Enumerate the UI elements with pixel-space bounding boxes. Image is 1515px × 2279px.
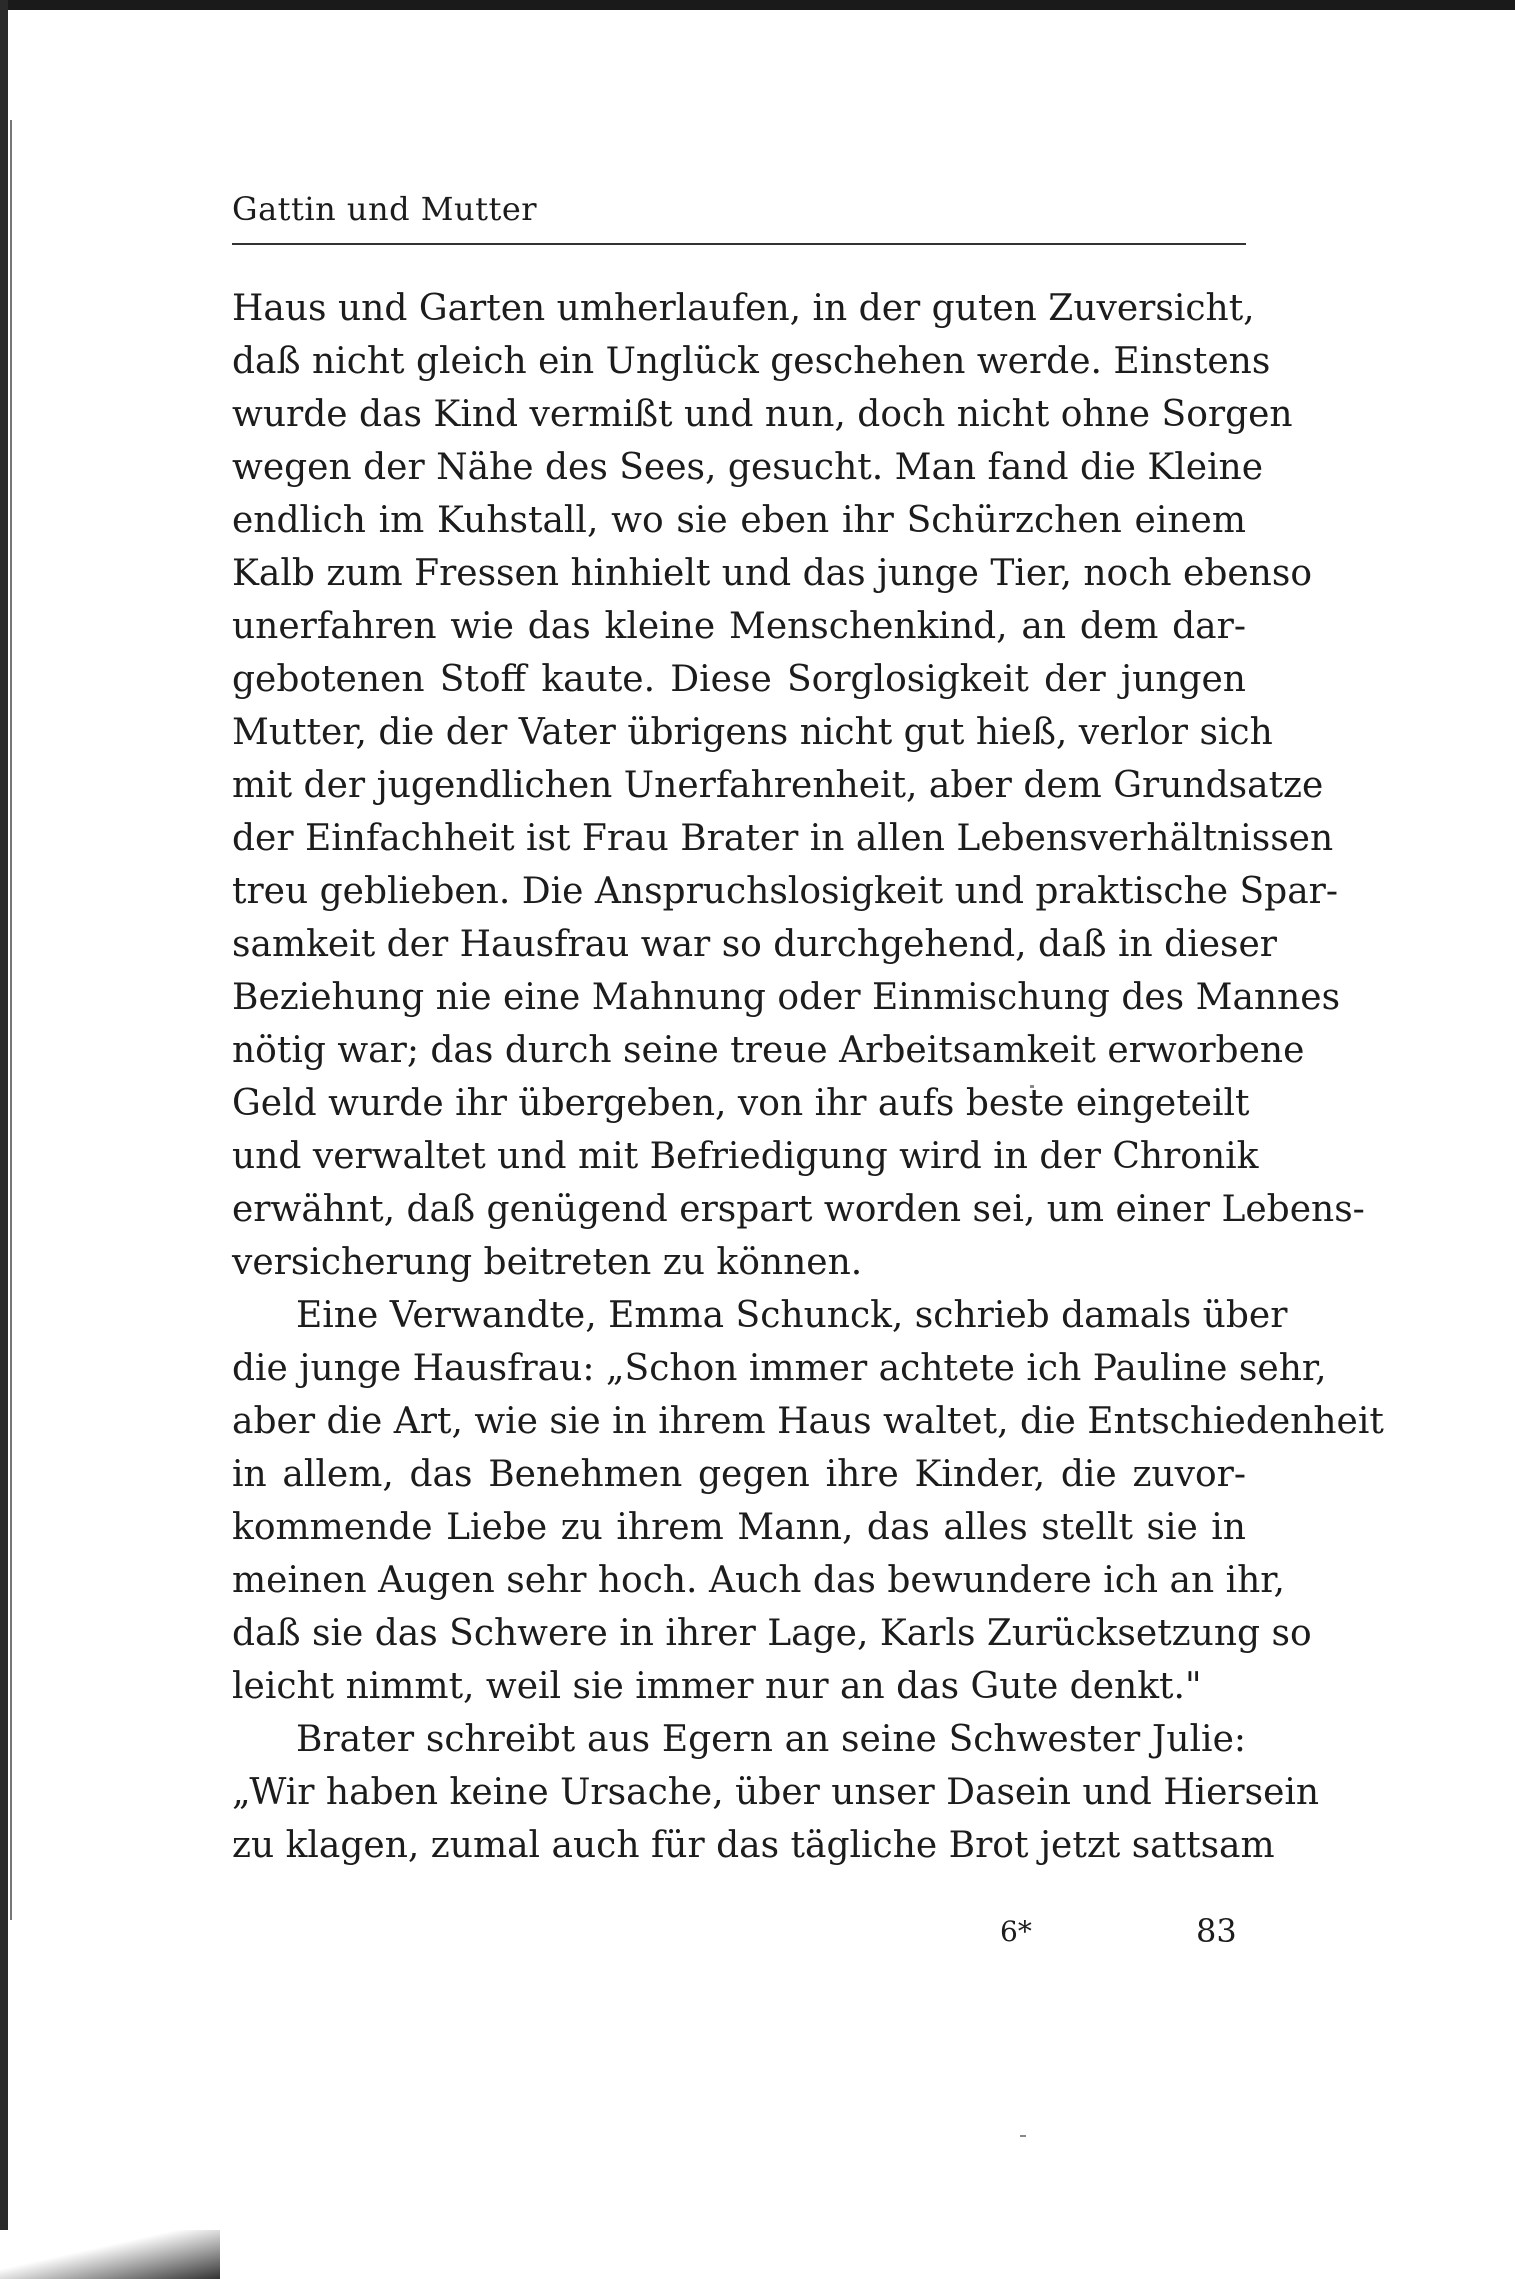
signature-mark: 6*: [1000, 1915, 1032, 1948]
body-text: [232, 282, 1384, 1872]
text-line: Brater schreibt aus Egern an seine Schwester Julie:: [296, 1719, 1246, 1760]
scan-edge-bottom-corner: [0, 2230, 220, 2279]
text-line: Mutter, die der Vater übrigens nicht gut hieß, verlor sich: [232, 712, 1273, 753]
text-line: Haus und Garten umherlaufen, in der guten Zuversicht,: [232, 288, 1255, 329]
text-line: und verwaltet und mit Befriedigung wird in der Chronik: [232, 1136, 1259, 1177]
text-line: daß nicht gleich ein Unglück geschehen werde. Einstens: [232, 341, 1271, 382]
text-line: kommende Liebe zu ihrem Mann, das alles stellt sie in: [232, 1507, 1246, 1548]
text-line: wegen der Nähe des Sees, gesucht. Man fand die Kleine: [232, 447, 1264, 488]
paper-speck: [1020, 2135, 1026, 2137]
text-line: Beziehung nie eine Mahnung oder Einmischung des Mannes: [232, 977, 1341, 1018]
header-rule: [232, 243, 1246, 245]
text-line: mit der jugendlichen Unerfahrenheit, aber dem Grundsatze: [232, 765, 1324, 806]
text-line: aber die Art, wie sie in ihrem Haus waltet, die Entschiedenheit: [232, 1401, 1384, 1442]
text-line: wurde das Kind vermißt und nun, doch nicht ohne Sorgen: [232, 394, 1293, 435]
page-number: 83: [1196, 1912, 1237, 1950]
scan-edge-left: [0, 0, 8, 2279]
scan-edge-top: [0, 0, 1515, 10]
text-line: samkeit der Hausfrau war so durchgehend, daß in dieser: [232, 924, 1278, 965]
text-line: die junge Hausfrau: „Schon immer achtete ich Pauline sehr,: [232, 1348, 1327, 1389]
running-head: Gattin und Mutter: [232, 190, 538, 228]
text-line: Geld wurde ihr übergeben, von ihr aufs beste eingeteilt: [232, 1083, 1250, 1124]
paragraph: [232, 282, 1365, 1289]
text-line: daß sie das Schwere in ihrer Lage, Karls Zurücksetzung so: [232, 1613, 1312, 1654]
text-line: endlich im Kuhstall, wo sie eben ihr Schürzchen einem: [232, 500, 1246, 541]
text-line: „Wir haben keine Ursache, über unser Dasein und Hiersein: [232, 1772, 1320, 1813]
text-line: zu klagen, zumal auch für das tägliche Brot jetzt sattsam: [232, 1825, 1275, 1866]
text-line: gebotenen Stoff kaute. Diese Sorglosigkeit der jungen: [232, 659, 1246, 700]
text-line: unerfahren wie das kleine Menschenkind, an dem dar-: [232, 606, 1246, 647]
text-line: leicht nimmt, weil sie immer nur an das Gute denkt.": [232, 1666, 1202, 1707]
text-line: erwähnt, daß genügend erspart worden sei, um einer Lebens-: [232, 1189, 1365, 1230]
text-line: Kalb zum Fressen hinhielt und das junge Tier, noch ebenso: [232, 553, 1312, 594]
text-line: der Einfachheit ist Frau Brater in allen Lebensverhältnissen: [232, 818, 1334, 859]
text-line: treu geblieben. Die Anspruchslosigkeit und praktische Spar-: [232, 871, 1339, 912]
text-line: in allem, das Benehmen gegen ihre Kinder, die zuvor-: [232, 1454, 1246, 1495]
paragraph: [232, 1289, 1384, 1713]
scan-edge-left-line: [10, 120, 12, 1920]
text-line: nötig war; das durch seine treue Arbeitsamkeit erworbene: [232, 1030, 1305, 1071]
text-line: versicherung beitreten zu können.: [232, 1242, 863, 1283]
text-line: Eine Verwandte, Emma Schunck, schrieb damals über: [296, 1295, 1288, 1336]
text-line: meinen Augen sehr hoch. Auch das bewundere ich an ihr,: [232, 1560, 1285, 1601]
paragraph: [232, 1713, 1320, 1872]
